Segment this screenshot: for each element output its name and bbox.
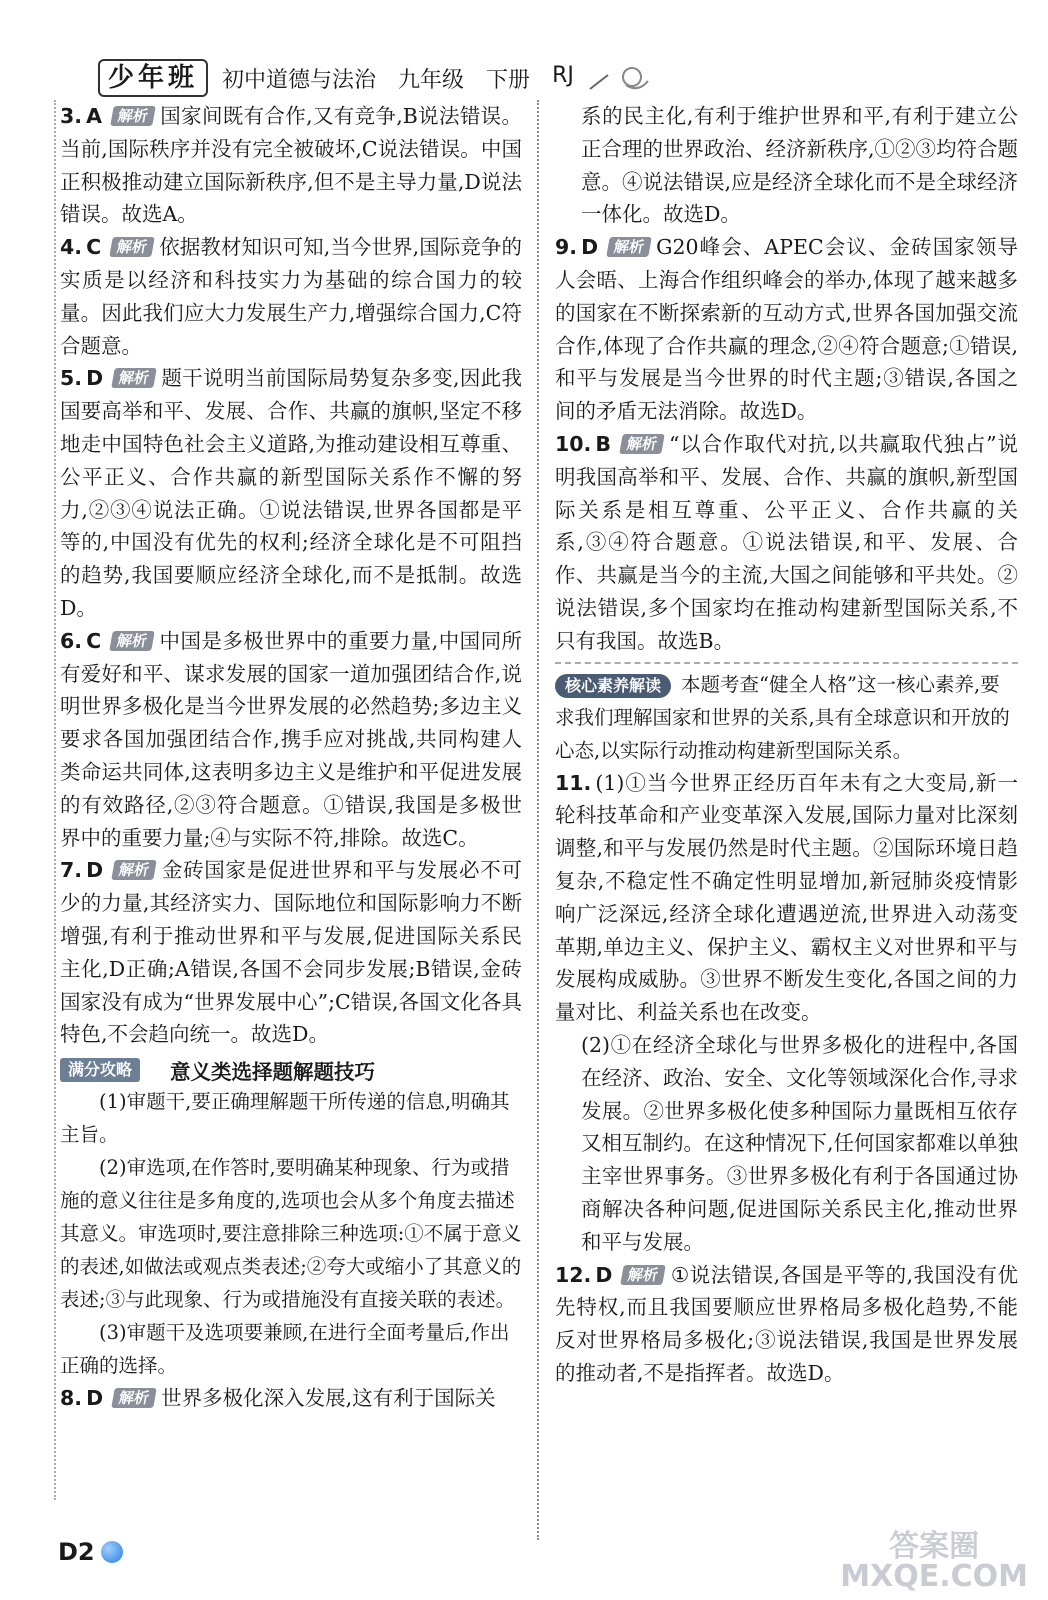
question-12: 12. D 解析 ①说法错误,各国是平等的,我国没有优先特权,而且我国要顺应世界格局多极化趋势,不能反对世界格局多极化;③说法错误,我国是世界发展的推动者,不是指挥者。故选D。 — [555, 1262, 1018, 1385]
analysis-tag: 解析 — [111, 1388, 157, 1408]
tip-1: (1)审题干,要正确理解题干所传递的信息,明确其主旨。 — [60, 1090, 510, 1147]
left-column — [60, 100, 522, 1415]
column-divider — [537, 100, 539, 1540]
question-6: 6. C 解析 中国是多极世界中的重要力量,中国同所有爱好和平、谋求发展的国家一道加强团结合作,说明世界多极化是当今世界发展的必然趋势;多边主义要求各国加强团结合作,携手应对挑战,共同构建人类命运共同体,这表明多边主义是维护和平促进发展的有效路径,②③符合题意。①错误,我国是多极世界中的重要力量;④与实际不符,排除。故选C。 — [60, 628, 522, 850]
question-8-continued: 系的民主化,有利于维护世界和平,有利于建立公正合理的世界政治、经济新秩序,①②③均符合题意。④说法错误,应是经济全球化而不是全球经济一体化。故选D。 — [581, 104, 1019, 227]
question-9: 9. D 解析 G20峰会、APEC会议、金砖国家领导人会晤、上海合作组织峰会的举办,体现了越来越多的国家在不断探索新的互动方式,世界各国加强交流合作,体现了合作共赢的理念,②④符合题意;①错误,和平与发展是当今世界的时代主题;③错误,各国之间的矛盾无法消除。故选D。 — [555, 235, 1018, 424]
book-meta — [222, 63, 574, 94]
question-11-part-1: 11. (1)①当今世界正经历百年未有之大变局,新一轮科技革命和产业变革深入发展,国际力量对比深刻调整,和平与发展仍然是时代主题。②国际环境日趋复杂,不稳定性不确定性明显增加,新冠肺炎疫情影响广泛深远,经济全球化遭遇逆流,世界进入动荡变革期,单边主义、保护主义、霸权主义对世界和平与发展构成威胁。③世界不断发生变化,各国之间的力量对比、利益关系也在改变。 — [555, 770, 1018, 1025]
question-10: 10. B 解析 “以合作取代对抗,以共赢取代独占”说明我国高举和平、发展、合作、共赢的旗帜,新型国际关系是相互尊重、公平正义、合作共赢的关系,③④符合题意。①说法错误,和平、发展、合作、共赢是当今的主流,大国之间能够和平共处。②说法错误,多个国家均在推动构建新型国际关系,不只有我国。故选B。 — [555, 431, 1018, 653]
question-5: 5. D 解析 题干说明当前国际局势复杂多变,因此我国要高举和平、发展、合作、共赢的旗帜,坚定不移地走中国特色社会主义道路,为推动建设相互尊重、公平正义、合作共赢的新型国际关系作不懈的努力,②③④说法正确。①说法错误,世界各国都是平等的,中国没有优先的权利;经济全球化是不可阻挡的趋势,我国要顺应经济全球化,而不是抵制。故选D。 — [60, 366, 522, 620]
tips-box — [60, 1055, 522, 1382]
analysis-tag: 解析 — [109, 631, 155, 651]
page-number: D2 — [58, 1538, 95, 1566]
core-literacy-box — [555, 662, 1018, 767]
edition: RJ — [552, 62, 574, 88]
analysis-tag: 解析 — [110, 106, 156, 126]
analysis-tag: 解析 — [621, 1265, 667, 1285]
decoration-icon — [588, 63, 658, 93]
question-7: 7. D 解析 金砖国家是促进世界和平与发展必不可少的力量,其经济实力、国际地位和国际影响力不断增强,有利于推动世界和平与发展,促进国际关系民主化,D正确;A错误,各国不会同步发展;B错误,金砖国家没有成为“世界发展中心”;C错误,各国文化各具特色,不会趋向统一。故选D。 — [60, 858, 522, 1047]
core-literacy-text: 本题考查“健全人格”这一核心素养,要求我们理解国家和世界的关系,具有全球意识和开放的心态,以实际行动推动构建新型国际关系。 — [555, 672, 1010, 762]
left-margin-dots — [54, 100, 56, 1500]
grade: 九年级 — [398, 67, 465, 93]
question-8: 8. D 解析 世界多极化深入发展,这有利于国际关 — [60, 1386, 496, 1411]
page-footer — [58, 1538, 123, 1566]
volume: 下册 — [486, 67, 531, 93]
question-4: 4. C 解析 依据教材知识可知,当今世界,国际竞争的实质是以经济和科技实力为基础的综合国力的较量。因此我们应大力发展生产力,增强综合国力,C符合题意。 — [60, 235, 522, 358]
page-header — [98, 58, 658, 98]
series-logo: 少年班 — [98, 59, 208, 97]
core-literacy-label: 核心素养解读 — [555, 674, 671, 698]
question-11-part-2: (2)①在经济全球化与世界多极化的进程中,各国在经济、政治、安全、文化等领域深化合作,寻求发展。②世界多极化使多种国际力量既相互依存又相互制约。在这种情况下,任何国家都难以单独主宰世界事务。③世界多极化有利于各国通过协商解决各种问题,促进国际关系民主化,推动世界和平与发展。 — [581, 1032, 1019, 1254]
site-watermark: 答案圈 MXQE.COM — [840, 1529, 1028, 1594]
tips-label: 满分攻略 — [60, 1058, 140, 1082]
subject: 初中道德与法治 — [222, 67, 377, 93]
analysis-tag: 解析 — [619, 434, 665, 454]
question-3: 3. A 解析 国家间既有合作,又有竞争,B说法错误。当前,国际秩序并没有完全被破坏,C说法错误。中国正积极推动建立国际新秩序,但不是主导力量,D说法错误。故选A。 — [60, 104, 522, 227]
tips-title: 意义类选择题解题技巧 — [170, 1060, 376, 1085]
analysis-tag: 解析 — [111, 368, 157, 388]
analysis-tag: 解析 — [111, 860, 157, 880]
tip-3: (3)审题干及选项要兼顾,在进行全面考量后,作出正确的选择。 — [60, 1321, 510, 1378]
analysis-tag: 解析 — [606, 237, 652, 257]
globe-icon — [101, 1541, 123, 1563]
tip-2: (2)审选项,在作答时,要明确某种现象、行为或措施的意义往往是多角度的,选项也会从多个角度去描述其意义。审选项时,要注意排除三种选项:①不属于意义的表述,如做法或观点类表述;②夸大或缩小了其意义的表述;③与此现象、行为或措施没有直接关联的表述。 — [60, 1156, 522, 1312]
analysis-tag: 解析 — [109, 237, 155, 257]
right-column — [555, 100, 1018, 1390]
